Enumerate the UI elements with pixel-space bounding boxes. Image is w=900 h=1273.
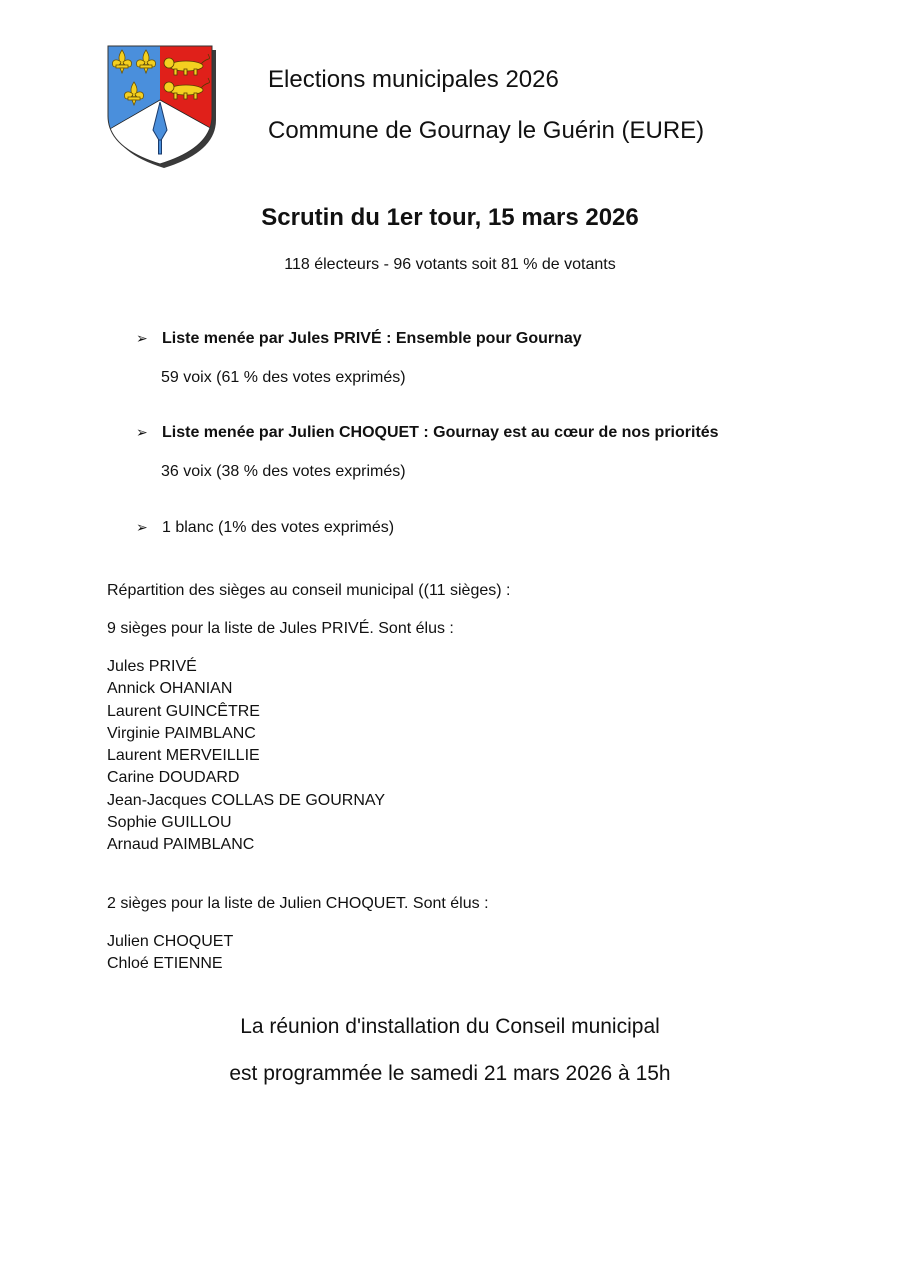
list-item: Sophie GUILLOU xyxy=(107,814,232,832)
list-item: Julien CHOQUET xyxy=(107,933,234,950)
arrow-bullet-icon: ➢ xyxy=(136,330,148,346)
list-item: Virginie PAIMBLANC xyxy=(107,724,256,742)
list-item: Arnaud PAIMBLANC xyxy=(107,836,255,854)
list-result: 36 voix (38 % des votes exprimés) xyxy=(161,463,406,480)
seats-intro: Répartition des sièges au conseil municipal ((11 sièges) : xyxy=(107,582,511,599)
list-item: Annick OHANIAN xyxy=(107,680,233,698)
header-commune: Commune de Gournay le Guérin (EURE) xyxy=(268,117,705,144)
meeting-notice-line1: La réunion d'installation du Conseil municipal xyxy=(240,1015,660,1038)
list-item: Jules PRIVÉ xyxy=(107,658,197,675)
group2-elected-list xyxy=(107,931,233,976)
meeting-notice-line2: est programmée le samedi 21 mars 2026 à 15h xyxy=(229,1062,671,1085)
list-label: Liste menée par Julien CHOQUET : Gournay est au cœur de nos priorités xyxy=(162,424,719,441)
list-item: Chloé ETIENNE xyxy=(107,955,223,973)
blank-label: 1 blanc (1% des votes exprimés) xyxy=(162,519,395,536)
list-item: Jean-Jacques COLLAS DE GOURNAY xyxy=(107,791,386,809)
page-title: Scrutin du 1er tour, 15 mars 2026 xyxy=(261,204,639,231)
list-label: Liste menée par Jules PRIVÉ : Ensemble pour Gournay xyxy=(162,330,582,347)
coat-of-arms-icon xyxy=(106,44,216,168)
list-item: Carine DOUDARD xyxy=(107,769,240,787)
list-result: 59 voix (61 % des votes exprimés) xyxy=(161,369,406,386)
header-election-title: Elections municipales 2026 xyxy=(268,66,559,93)
turnout-summary: 118 électeurs - 96 votants soit 81 % de votants xyxy=(284,256,616,273)
list-item: Laurent MERVEILLIE xyxy=(107,747,260,765)
arrow-bullet-icon: ➢ xyxy=(136,424,148,440)
list-item: Laurent GUINCÊTRE xyxy=(107,702,260,720)
list-item-choquet xyxy=(136,424,719,442)
group2-heading: 2 sièges pour la liste de Julien CHOQUET. Sont élus : xyxy=(107,895,489,912)
group1-elected-list xyxy=(107,656,385,857)
list-item-prive xyxy=(136,330,582,348)
group1-heading: 9 sièges pour la liste de Jules PRIVÉ. Sont élus : xyxy=(107,620,454,637)
arrow-bullet-icon: ➢ xyxy=(136,519,148,535)
blank-votes xyxy=(136,519,394,537)
